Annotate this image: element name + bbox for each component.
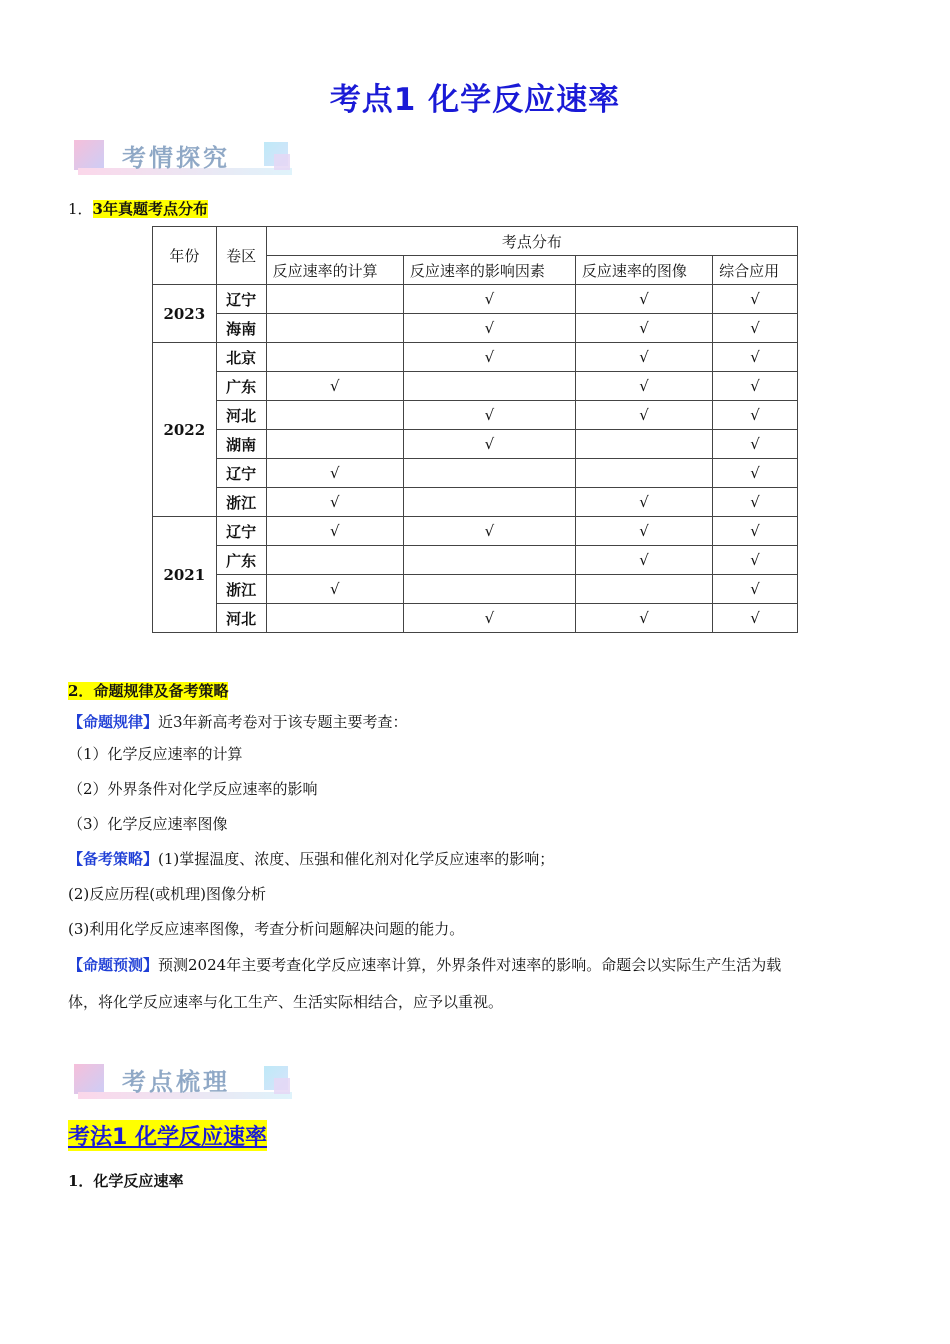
section-banner-exam-analysis [74, 138, 296, 182]
check-cell: √ [575, 604, 712, 633]
check-cell: √ [403, 401, 575, 430]
rule-item: （2）外界条件对化学反应速率的影响 [68, 780, 318, 798]
page-title: 考点1 化学反应速率 [329, 82, 621, 118]
strategy-paragraph: 【备考策略】(1)掌握温度、浓度、压强和催化剂对化学反应速率的影响； [68, 850, 555, 868]
check-cell [266, 546, 403, 575]
rule-paragraph: 【命题规律】近3年新高考卷对于该专题主要考查： [68, 713, 408, 731]
region-cell: 浙江 [216, 575, 266, 604]
forecast-paragraph-cont: 体，将化学反应速率与化工生产、生活实际相结合，应予以重视。 [68, 993, 504, 1011]
check-cell [403, 575, 575, 604]
table-row [153, 314, 798, 343]
year-cell: 2022 [153, 343, 217, 517]
check-cell: √ [575, 488, 712, 517]
region-cell: 浙江 [216, 488, 266, 517]
region-cell: 河北 [216, 604, 266, 633]
check-cell: √ [713, 488, 798, 517]
check-cell: √ [266, 517, 403, 546]
check-cell [403, 459, 575, 488]
header-col: 反应速率的图像 [575, 256, 712, 285]
header-group: 考点分布 [266, 227, 797, 256]
header-col: 反应速率的影响因素 [403, 256, 575, 285]
check-cell: √ [575, 372, 712, 401]
region-cell: 广东 [216, 546, 266, 575]
check-cell: √ [713, 546, 798, 575]
table-row [153, 546, 798, 575]
check-cell [266, 401, 403, 430]
check-cell: √ [713, 430, 798, 459]
table-row [153, 575, 798, 604]
exam-distribution-table [152, 226, 798, 633]
check-cell [266, 430, 403, 459]
table-row [153, 343, 798, 372]
rule-item: （3）化学反应速率图像 [68, 815, 228, 833]
header-col: 反应速率的计算 [266, 256, 403, 285]
check-cell [266, 604, 403, 633]
region-cell: 辽宁 [216, 285, 266, 314]
strategy-item: (2)反应历程(或机理)图像分析 [68, 885, 266, 903]
check-cell: √ [713, 314, 798, 343]
check-cell: √ [713, 604, 798, 633]
check-cell: √ [713, 372, 798, 401]
region-cell: 辽宁 [216, 517, 266, 546]
check-cell: √ [713, 401, 798, 430]
check-cell [266, 343, 403, 372]
check-cell: √ [266, 575, 403, 604]
section-heading-2: 2．命题规律及备考策略 [68, 682, 229, 700]
check-cell: √ [713, 459, 798, 488]
check-cell: √ [575, 401, 712, 430]
header-region: 卷区 [216, 227, 266, 285]
check-cell: √ [403, 430, 575, 459]
check-cell: √ [266, 459, 403, 488]
header-col: 综合应用 [713, 256, 798, 285]
region-cell: 海南 [216, 314, 266, 343]
table-row [153, 517, 798, 546]
section-banner-knowledge [74, 1062, 296, 1106]
check-cell: √ [266, 372, 403, 401]
check-cell: √ [575, 314, 712, 343]
check-cell [266, 285, 403, 314]
check-cell: √ [713, 285, 798, 314]
table-row [153, 459, 798, 488]
sub-heading: 1．化学反应速率 [68, 1172, 184, 1190]
method-heading: 考法1 化学反应速率 [68, 1120, 267, 1151]
check-cell: √ [403, 343, 575, 372]
strategy-item: (3)利用化学反应速率图像，考查分析问题解决问题的能力。 [68, 920, 465, 938]
check-cell: √ [713, 517, 798, 546]
banner-label: 考情探究 [122, 144, 230, 172]
banner-label: 考点梳理 [122, 1068, 230, 1096]
check-cell: √ [403, 314, 575, 343]
year-cell: 2021 [153, 517, 217, 633]
table-row [153, 488, 798, 517]
table-row [153, 430, 798, 459]
check-cell: √ [575, 517, 712, 546]
region-cell: 广东 [216, 372, 266, 401]
check-cell: √ [713, 575, 798, 604]
table-row [153, 285, 798, 314]
check-cell [403, 546, 575, 575]
section-heading-1: 1．3年真题考点分布 [68, 200, 208, 218]
check-cell: √ [403, 604, 575, 633]
check-cell [403, 488, 575, 517]
header-year: 年份 [153, 227, 217, 285]
region-cell: 河北 [216, 401, 266, 430]
check-cell: √ [403, 285, 575, 314]
check-cell: √ [575, 546, 712, 575]
table-row [153, 372, 798, 401]
year-cell: 2023 [153, 285, 217, 343]
check-cell [575, 575, 712, 604]
check-cell [266, 314, 403, 343]
check-cell: √ [713, 343, 798, 372]
table-row [153, 401, 798, 430]
check-cell: √ [403, 517, 575, 546]
check-cell [575, 459, 712, 488]
region-cell: 辽宁 [216, 459, 266, 488]
rule-item: （1）化学反应速率的计算 [68, 745, 243, 763]
check-cell: √ [266, 488, 403, 517]
table-row [153, 604, 798, 633]
region-cell: 湖南 [216, 430, 266, 459]
forecast-paragraph: 【命题预测】预测2024年主要考查化学反应速率计算，外界条件对速率的影响。命题会以实际生产生活为载 [68, 956, 782, 974]
check-cell [403, 372, 575, 401]
region-cell: 北京 [216, 343, 266, 372]
check-cell: √ [575, 343, 712, 372]
check-cell [575, 430, 712, 459]
check-cell: √ [575, 285, 712, 314]
